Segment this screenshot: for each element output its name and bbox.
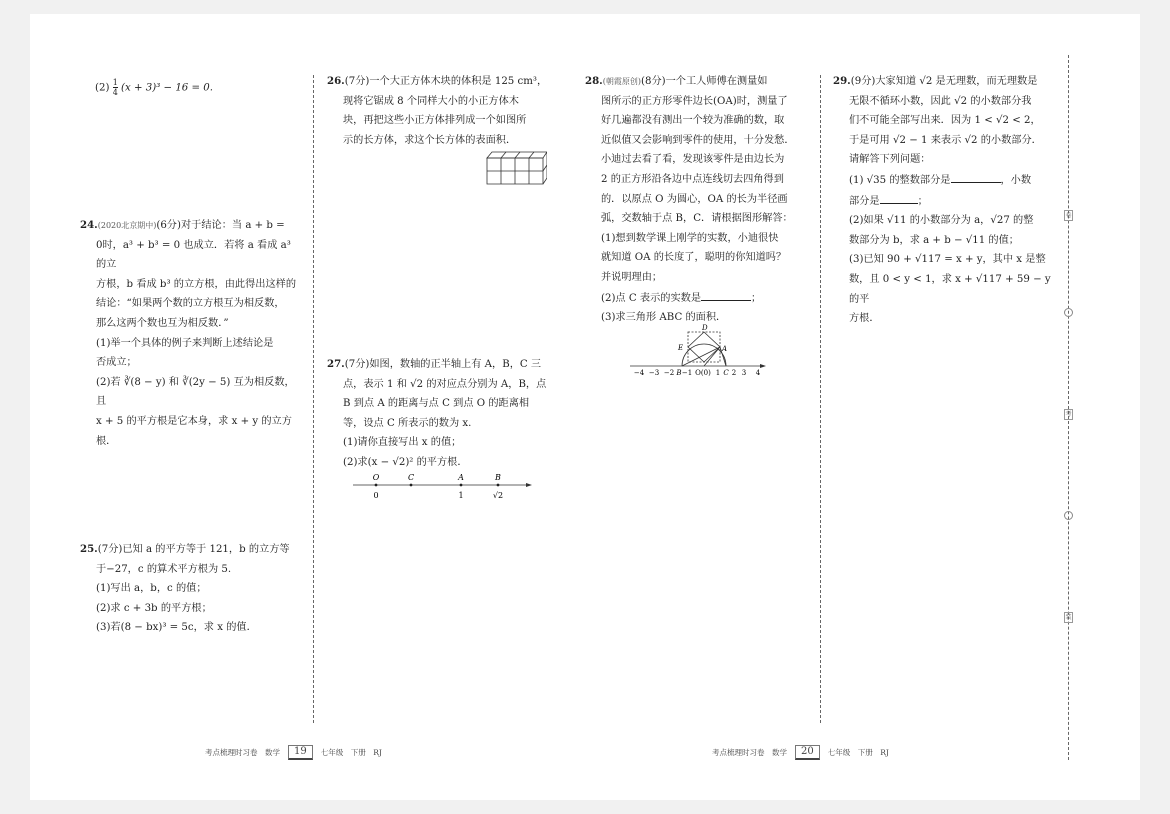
label-C: C <box>723 369 729 377</box>
side-mark-1: 卷 <box>1065 212 1072 219</box>
footer-grade: 七年级 下册 RJ <box>827 748 889 757</box>
label-A: A <box>722 345 728 353</box>
number-line-q27 <box>350 471 535 503</box>
tick-origin: O(0) <box>695 369 711 377</box>
tick-3: 3 <box>741 369 747 377</box>
footer-left <box>205 745 382 760</box>
label-O: O <box>372 473 380 482</box>
column-divider-2 <box>820 75 821 723</box>
binding-hole-1 <box>1064 308 1073 317</box>
question-24: 24.(2020北京期中)(6分)对于结论：当 a + b = 0时，a³ + b³ = 0 也成立．若将 a 看成 a³ 的立 方根，b 看成 b³ 的立方根，由此得出这样的 结论：“如果两个数的立方根互为相反数， 那么这两个数也互为相反数．” (1)举一个具体的例子来判断上述结论是 否成立； (2)若 ∛(8 − y) 和 ∛(2y − 5) 互为相反数，且 x + 5 的平方根是它本身，求 x + y 的立方根． <box>80 219 297 447</box>
label-B: B <box>676 369 682 377</box>
binding-hole-2 <box>1064 511 1073 520</box>
page-number: 20 <box>795 745 820 760</box>
footer-right <box>712 745 889 760</box>
side-mark-3: 装 <box>1065 614 1072 621</box>
tick-1: 1 <box>715 369 721 377</box>
label-C: C <box>407 473 415 482</box>
fraction-numerator: 1 <box>112 78 118 87</box>
tick-neg4: −4 <box>633 369 645 377</box>
question-25: 25.(7分)已知 a 的平方等于 121，b 的立方等 于−27，c 的算术平方根为 5. (1)写出 a，b，c 的值； (2)求 c + 3b 的平方根； (3)若(8 − bx)³ = 5c，求 x 的值． <box>80 543 290 634</box>
square-arc-figure <box>628 322 768 378</box>
tick-2: 2 <box>731 369 737 377</box>
question-28: 28.(朝霞原创)(8分)一个工人师傅在测量如 图所示的正方形零件边长(OA)时，测量了 好几遍都没有测出一个较为准确的数，取 近似值又会影响到零件的使用，十分发愁． 小迪过去看了看，发现该零件是由边长为 2 的正方形沿各边中点连线切去四角得到 的．以原点 O 为圆心，OA 的长为半径画 弧，交数轴于点 B，C．请根据图形解答： (1)想到数学课上刚学的实数，小迪很快 就知道 OA 的长度了，聪明的你知道吗？ 并说明理由； (2)点 C 表示的实数是 ； (3)求三角形 ABC 的面积． <box>585 75 795 324</box>
question-26: 26.(7分)一个大正方体木块的体积是 125 cm³， 现将它锯成 8 个同样大小的小正方体木 块，再把这些小正方体排列成一个如图所 示的长方体，求这个长方体的表面积． <box>327 75 548 146</box>
answer-blank-integer-part[interactable] <box>951 170 1001 183</box>
tick-neg2: −2 <box>663 369 675 377</box>
column-divider-1 <box>313 75 314 723</box>
label-A: A <box>458 473 464 482</box>
answer-blank-q28[interactable] <box>701 288 751 301</box>
label-D: D <box>702 324 708 332</box>
page-number: 19 <box>288 745 313 760</box>
footer-grade: 七年级 下册 RJ <box>320 748 382 757</box>
tick-sqrt2: √2 <box>492 491 504 500</box>
question-29: 29.(9分)大家知道 √2 是无理数，而无理数是 无限不循环小数，因此 √2 的小数部分我 们不可能全部写出来．因为 1 < √2 < 2， 于是可用 √2 − 1 来表示 √2 的小数部分． 请解答下列问题： (1) √35 的整数部分是 ，小数 部分是 ； (2)如果 √11 的小数部分为 a，√27 的整 数部分为 b，求 a + b − √11 的值； (3)已知 90 + √117 = x + y，其中 x 是整 数，且 0 < y < 1，求 x + √117 + 59 − y 的平 方根． <box>833 75 1051 325</box>
question-23-part2: (2) $\frac{1}{4}$ (x + 3)³ − 16 = 0. <box>95 78 214 97</box>
tick-0: 0 <box>373 491 379 500</box>
label-E: E <box>678 344 684 352</box>
fraction-denominator: 4 <box>112 88 118 97</box>
answer-blank-decimal-part[interactable] <box>880 191 918 204</box>
footer-title: 考点梳理时习卷 数学 <box>205 748 280 757</box>
tick-1: 1 <box>458 491 464 500</box>
tick-4: 4 <box>755 369 761 377</box>
cuboid-figure <box>483 148 547 186</box>
binding-line <box>1068 55 1069 760</box>
tick-neg3: −3 <box>648 369 660 377</box>
side-mark-2: 考 <box>1065 411 1072 418</box>
footer-title: 考点梳理时习卷 数学 <box>712 748 787 757</box>
tick-neg1: −1 <box>681 369 693 377</box>
label-B: B <box>495 473 501 482</box>
question-27: 27.(7分)如图，数轴的正半轴上有 A，B，C 三 点，表示 1 和 √2 的对应点分别为 A，B，点 B 到点 A 的距离与点 C 到点 O 的距离相 等，设点 C 所表示的数为 x. (1)请你直接写出 x 的值； (2)求(x − √2)² 的平方根． <box>327 358 547 468</box>
